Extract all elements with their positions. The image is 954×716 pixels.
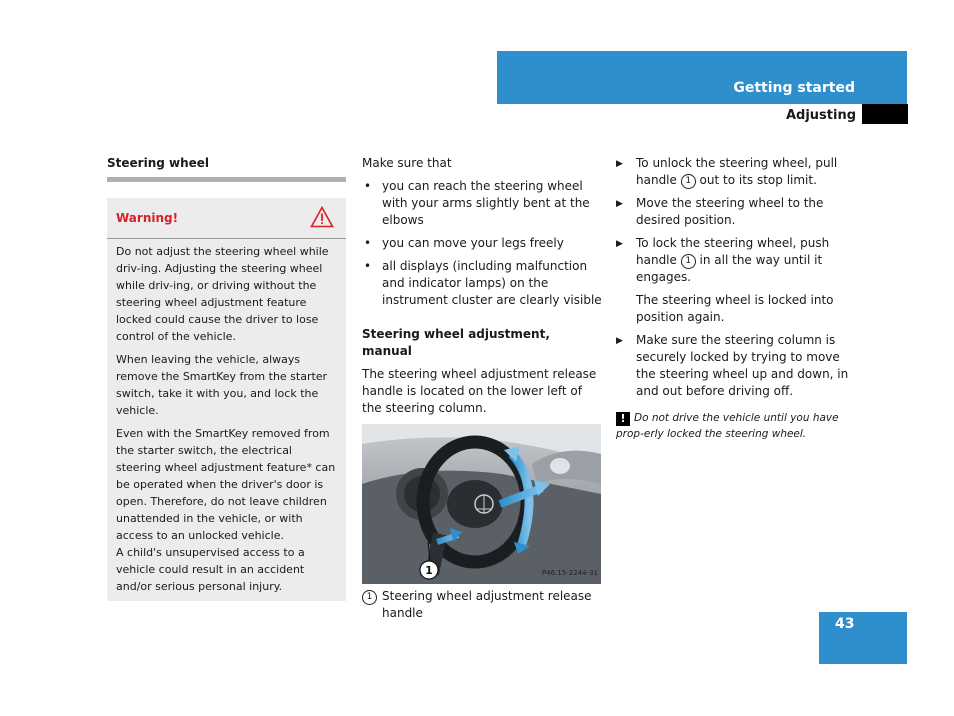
warning-paragraph: Even with the SmartKey removed from the starter switch, the electrical steering wheel adjustment feature* can be operated when the driver's door is open. Therefore, do not leave children unattended in the vehicle, or with access to an unlocked vehicle. — [116, 427, 336, 542]
step-text: out to its stop limit. — [695, 173, 817, 187]
step-arrow-icon: ▶ — [616, 336, 623, 346]
warning-paragraph: Do not adjust the steering wheel while driv-ing. Adjusting the steering wheel while driv-ing, or driving without the steering wheel adjustment feature locked could cause the driver to lose control of the vehicle. — [116, 245, 329, 343]
intro-text: Make sure that — [362, 156, 452, 170]
subsection-heading: Steering wheel adjustment, manual — [362, 327, 550, 358]
header-banner — [497, 51, 907, 104]
exclamation-icon: ! — [616, 412, 630, 426]
warning-header — [107, 198, 346, 239]
caption-text: Steering wheel adjustment release handle — [382, 589, 592, 620]
subsection-tab-marker — [862, 104, 908, 124]
warning-paragraph: When leaving the vehicle, always remove the SmartKey from the starter switch, take it with you, and lock the vehicle. — [116, 353, 328, 417]
step-arrow-icon: ▶ — [616, 199, 623, 209]
section-title: Getting started — [733, 80, 855, 96]
steering-wheel-illustration — [362, 424, 601, 584]
note-text: Do not drive the vehicle until you have prop-erly locked the steering wheel. — [616, 412, 839, 440]
list-item: • you can reach the steering wheel with your arms slightly bent at the elbows — [362, 178, 602, 229]
subsection-title: Adjusting — [785, 108, 856, 123]
step-text: Make sure the steering column is securely locked by trying to move the steering wheel up and down, in and out before driving off. — [636, 333, 849, 398]
instruction-step — [616, 155, 856, 189]
step-text: Move the steering wheel to the desired position. — [636, 196, 824, 227]
warning-paragraph: A child's unsupervised access to a vehicle could result in an accident and/or serious personal injury. — [116, 546, 305, 593]
warning-label: Warning! — [116, 211, 179, 225]
caution-note — [616, 410, 856, 442]
page-number: 43 — [835, 616, 855, 632]
list-item: • you can move your legs freely — [362, 235, 602, 252]
warning-text — [107, 239, 346, 595]
steering-wheel-drawing — [362, 424, 601, 584]
column-right — [616, 155, 856, 442]
figure-caption — [362, 588, 602, 622]
instruction-step — [616, 235, 856, 286]
warning-box — [107, 198, 346, 601]
column-middle — [362, 155, 602, 622]
page-number-box — [819, 612, 907, 664]
warning-triangle-icon — [310, 206, 334, 228]
step-text: in all the way until it engages. — [636, 253, 823, 284]
result-text: The steering wheel is locked into position again. — [636, 293, 834, 324]
figure-code: P46.15-2244-31 — [541, 569, 598, 577]
body-text: The steering wheel adjustment release handle is located on the lower left of the steering column. — [362, 367, 597, 415]
figure-callout-1: 1 — [425, 564, 433, 577]
list-item: • all displays (including malfunction and indicator lamps) on the instrument cluster are clearly visible — [362, 258, 602, 309]
instruction-step — [616, 195, 856, 229]
callout-number: 1 — [681, 254, 696, 269]
step-text: To lock the steering wheel, push handle — [636, 236, 830, 267]
step-arrow-icon: ▶ — [616, 159, 623, 169]
column-left — [107, 155, 346, 601]
instruction-step — [616, 332, 856, 400]
step-arrow-icon: ▶ — [616, 239, 623, 249]
page-title: Steering wheel — [107, 156, 210, 170]
title-divider — [107, 177, 346, 182]
step-text: To unlock the steering wheel, pull handle — [636, 156, 838, 187]
callout-number: 1 — [362, 590, 377, 605]
callout-number: 1 — [681, 174, 696, 189]
